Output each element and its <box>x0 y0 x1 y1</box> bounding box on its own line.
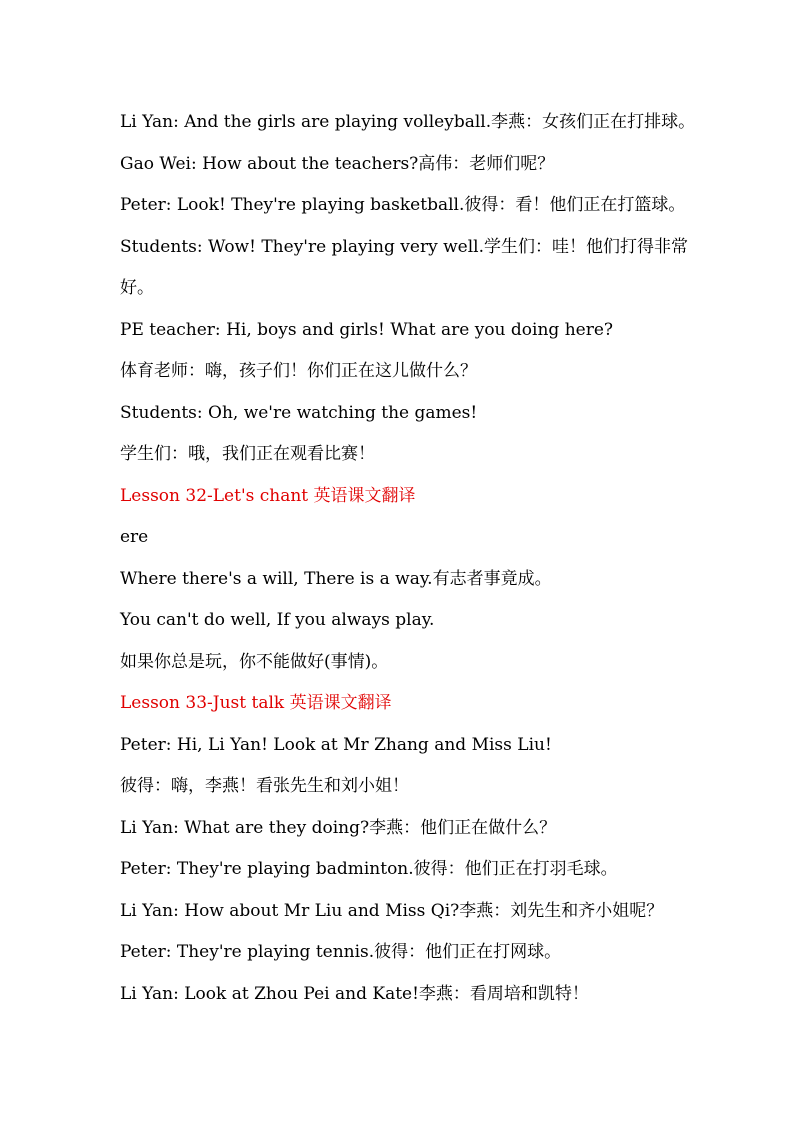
dialogue-line: 好。 <box>120 278 154 298</box>
dialogue-line: Students: Oh, we're watching the games! <box>120 402 478 423</box>
translation-line: 体育老师：嗨，孩子们！你们正在这儿做什么？ <box>120 361 477 381</box>
dialogue-line: Li Yan: What are they doing?李燕：他们正在做什么？ <box>120 817 557 838</box>
dialogue-line: Gao Wei: How about the teachers?高伟：老师们呢？ <box>120 153 555 174</box>
dialogue-line: Li Yan: And the girls are playing volleyball.李燕：女孩们正在打排球。 <box>120 112 696 132</box>
translation-line: 如果你总是玩，你不能做好(事情)。 <box>120 651 389 672</box>
dialogue-line: Peter: Hi, Li Yan! Look at Mr Zhang and Miss Liu! <box>120 734 552 755</box>
dialogue-line: Students: Wow! They're playing very well.学生们：哇！他们打得非常 <box>120 236 688 257</box>
dialogue-line: PE teacher: Hi, boys and girls! What are you doing here? <box>120 319 614 340</box>
text-line: ere <box>120 527 149 547</box>
chant-line: You can't do well, If you always play. <box>120 610 435 630</box>
lesson-32-heading: Lesson 32-Let's chant 英语课文翻译 <box>120 485 416 506</box>
translation-line: 彼得：嗨，李燕！看张先生和刘小姐！ <box>120 776 409 796</box>
lesson-33-heading: Lesson 33-Just talk 英语课文翻译 <box>120 693 392 713</box>
dialogue-line: Li Yan: Look at Zhou Pei and Kate!李燕：看周培和凯特！ <box>120 983 589 1004</box>
document-body <box>120 102 696 1015</box>
dialogue-line: Peter: Look! They're playing basketball.彼得：看！他们正在打篮球。 <box>120 195 686 215</box>
dialogue-line: Peter: They're playing badminton.彼得：他们正在打羽毛球。 <box>120 859 618 879</box>
translation-line: 学生们：哦，我们正在观看比赛！ <box>120 444 375 464</box>
dialogue-line: Peter: They're playing tennis.彼得：他们正在打网球。 <box>120 942 562 962</box>
dialogue-line: Li Yan: How about Mr Liu and Miss Qi?李燕：刘先生和齐小姐呢？ <box>120 900 664 921</box>
chant-line: Where there's a will, There is a way.有志者事竟成。 <box>120 568 552 589</box>
